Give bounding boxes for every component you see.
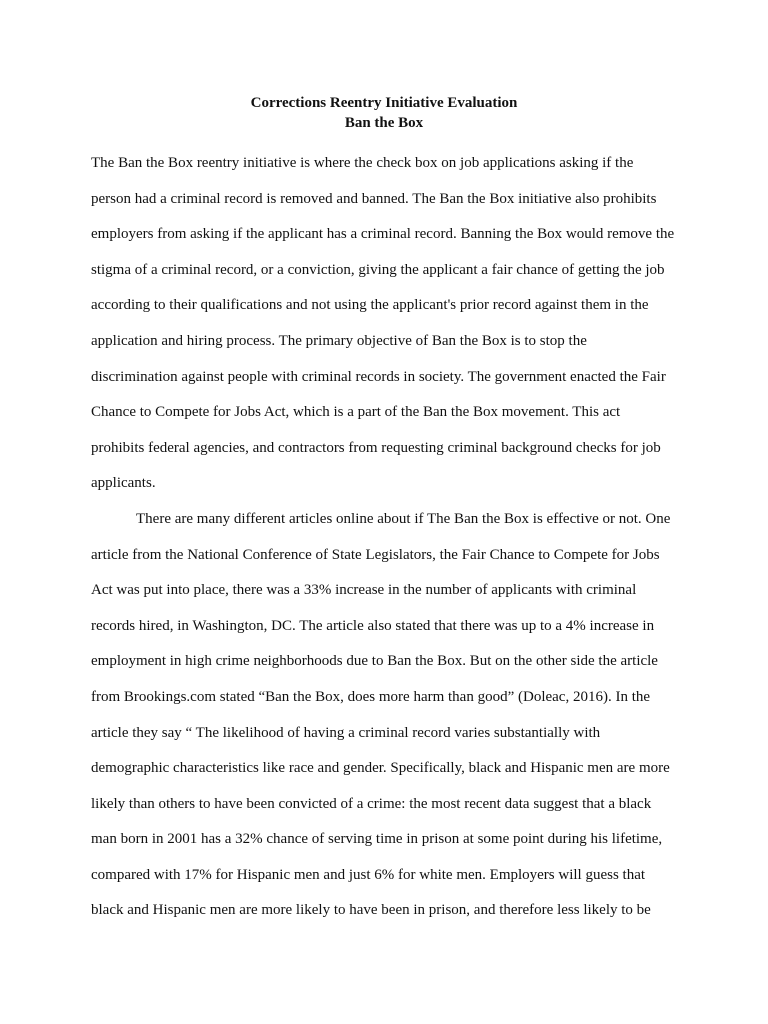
body-line: prohibits federal agencies, and contractors from requesting criminal background checks for job	[91, 439, 661, 456]
document-subtitle: Ban the Box	[344, 115, 424, 131]
body-line: records hired, in Washington, DC. The article also stated that there was up to a 4% increase in	[91, 617, 655, 634]
body-line: compared with 17% for Hispanic men and just 6% for white men. Employers will guess that	[91, 866, 646, 883]
body-line: person had a criminal record is removed and banned. The Ban the Box initiative also prohibits	[91, 190, 657, 207]
paragraph-2	[91, 502, 691, 929]
paragraph-1	[91, 146, 691, 502]
body-line: article they say “ The likelihood of having a criminal record varies substantially with	[91, 724, 601, 741]
body-line: discrimination against people with criminal records in society. The government enacted the Fair	[91, 368, 666, 385]
body-line: employers from asking if the applicant has a criminal record. Banning the Box would remove the	[91, 226, 675, 243]
body-line: man born in 2001 has a 32% chance of serving time in prison at some point during his lifetime,	[91, 831, 663, 848]
body-line: employment in high crime neighborhoods due to Ban the Box. But on the other side the article	[91, 653, 658, 670]
body-line: demographic characteristics like race and gender. Specifically, black and Hispanic men are more	[91, 760, 670, 777]
body-line: stigma of a criminal record, or a conviction, giving the applicant a fair chance of getting the job	[91, 261, 665, 278]
body-line: Chance to Compete for Jobs Act, which is a part of the Ban the Box movement. This act	[91, 404, 621, 421]
body-line: Act was put into place, there was a 33% increase in the number of applicants with criminal	[91, 582, 637, 599]
document-body	[91, 146, 691, 929]
body-line: article from the National Conference of State Legislators, the Fair Chance to Compete for Jobs	[91, 546, 660, 563]
title-block	[0, 93, 768, 133]
body-line: The Ban the Box reentry initiative is where the check box on job applications asking if the	[91, 155, 634, 171]
body-line: from Brookings.com stated “Ban the Box, does more harm than good” (Doleac, 2016). In the	[91, 688, 651, 705]
body-line: according to their qualifications and not using the applicant's prior record against them in the	[91, 297, 649, 314]
body-line: applicants.	[91, 475, 156, 492]
body-line: black and Hispanic men are more likely to have been in prison, and therefore less likely to be	[91, 902, 651, 919]
document-title: Corrections Reentry Initiative Evaluation	[250, 95, 518, 111]
body-line: application and hiring process. The primary objective of Ban the Box is to stop the	[91, 332, 587, 349]
body-line: likely than others to have been convicted of a crime: the most recent data suggest that a black	[91, 795, 652, 812]
body-line: There are many different articles online about if The Ban the Box is effective or not. One	[136, 510, 671, 527]
